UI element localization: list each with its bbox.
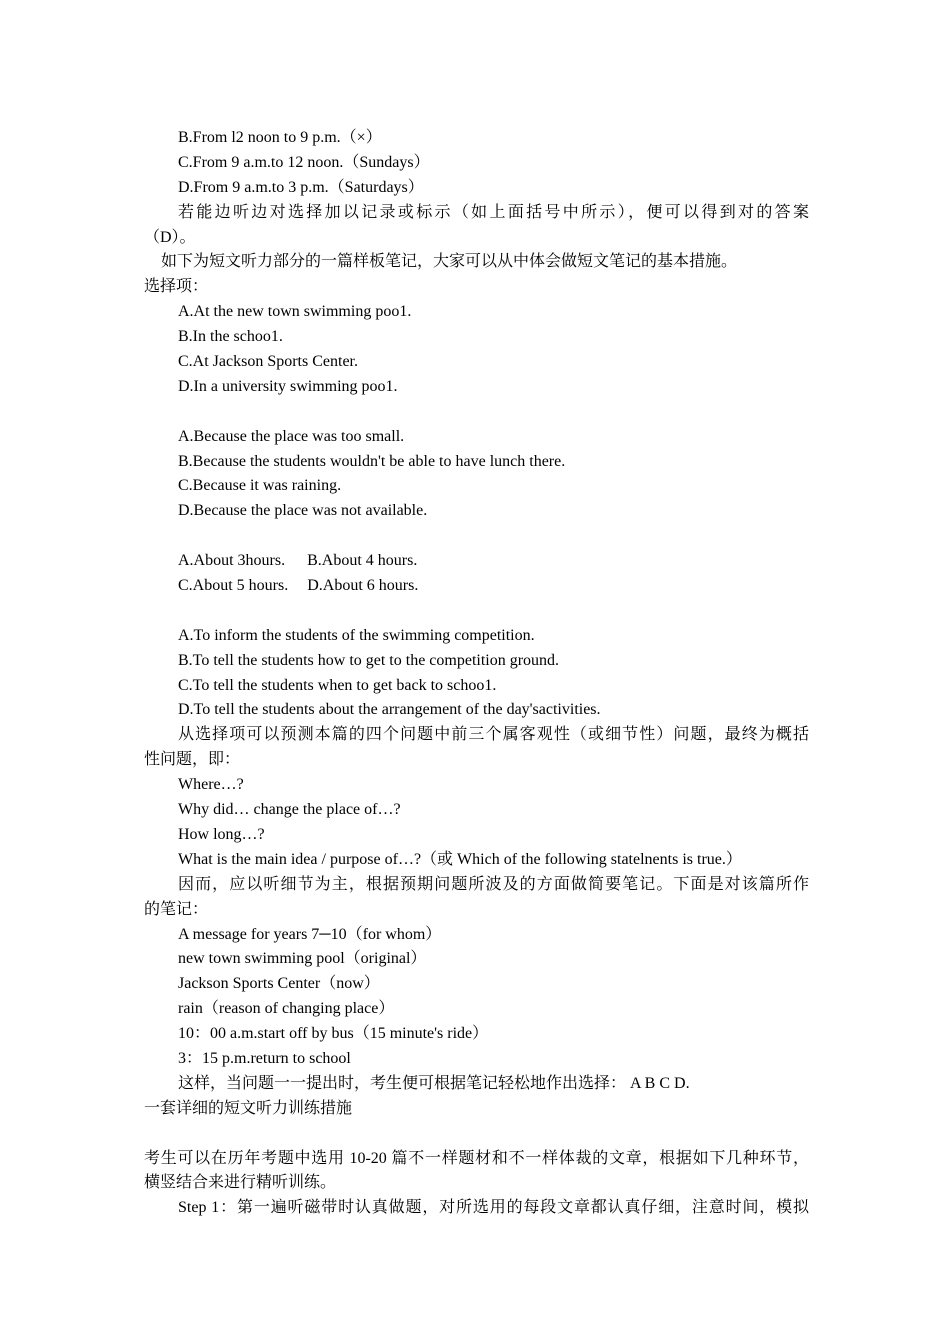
paragraph-line: 横竖结合来进行精听训练。 bbox=[144, 1174, 337, 1192]
option-line: B.To tell the students how to get to the competition ground. bbox=[178, 651, 560, 669]
note-line: 3：15 p.m.return to school bbox=[178, 1049, 351, 1067]
document-body bbox=[144, 126, 809, 1221]
paragraph-line: 的笔记： bbox=[144, 900, 209, 918]
blank-line bbox=[144, 400, 809, 425]
paragraph-line: 性问题，即： bbox=[144, 751, 241, 769]
paragraph-line: 如下为短文听力部分的一篇样板笔记，大家可以从中体会做短文笔记的基本措施。 bbox=[161, 253, 738, 271]
note-line: Jackson Sports Center（now） bbox=[178, 975, 380, 993]
option-d: D.About 6 hours. bbox=[307, 577, 419, 595]
option-line: B.In the schoo1. bbox=[178, 328, 283, 346]
paragraph-line: 这样，当问题一一提出时，考生便可根据笔记轻松地作出选择： A B C D. bbox=[178, 1074, 690, 1092]
option-line: C.To tell the students when to get back to schoo1. bbox=[178, 676, 497, 694]
option-line: D.Because the place was not available. bbox=[178, 502, 428, 520]
option-line: A.Because the place was too small. bbox=[178, 427, 405, 445]
note-line: new town swimming pool（original） bbox=[178, 950, 427, 968]
option-line: B.From l2 noon to 9 p.m.（×） bbox=[178, 129, 382, 146]
section-title: 一套详细的短文听力训练措施 bbox=[144, 1099, 353, 1117]
question-line: Where…? bbox=[178, 776, 244, 794]
options-label: 选择项： bbox=[144, 278, 209, 296]
option-a: A.About 3hours. bbox=[178, 552, 286, 570]
option-line: B.Because the students wouldn't be able to have lunch there. bbox=[178, 452, 566, 470]
paragraph-line: 考生可以在历年考题中选用 10-20 篇不一样题材和不一样体裁的文章，根据如下几种环节， bbox=[144, 1149, 809, 1167]
option-row bbox=[144, 549, 809, 574]
question-line: How long…? bbox=[178, 825, 265, 843]
blank-line bbox=[144, 599, 809, 624]
paragraph-line: 因而，应以听细节为主，根据预期问题所波及的方面做简要笔记。下面是对该篇所作 bbox=[178, 875, 809, 893]
option-row bbox=[144, 574, 809, 599]
option-line: D.In a university swimming poo1. bbox=[178, 377, 398, 395]
paragraph-line: （D）。 bbox=[144, 228, 196, 246]
option-line: C.Because it was raining. bbox=[178, 477, 342, 495]
option-line: A.At the new town swimming poo1. bbox=[178, 303, 412, 321]
question-line: Why did… change the place of…? bbox=[178, 801, 401, 819]
blank-line bbox=[144, 524, 809, 549]
note-line: 10：00 a.m.start off by bus（15 minute's ride） bbox=[178, 1025, 489, 1043]
note-line: rain（reason of changing place） bbox=[178, 1000, 395, 1018]
option-line: C.At Jackson Sports Center. bbox=[178, 353, 358, 371]
question-line: What is the main idea / purpose of…?（或 Which of the following statelnents is true.） bbox=[178, 850, 742, 868]
option-line: A.To inform the students of the swimming competition. bbox=[178, 626, 535, 644]
paragraph-line: Step 1：第一遍听磁带时认真做题，对所选用的每段文章都认真仔细，注意时间，模拟 bbox=[178, 1199, 809, 1217]
option-c: C.About 5 hours. bbox=[178, 577, 289, 595]
option-line: D.To tell the students about the arrangement of the day'sactivities. bbox=[178, 701, 601, 719]
note-line: A message for years 7─10（for whom） bbox=[178, 925, 442, 943]
option-line: C.From 9 a.m.to 12 noon.（Sundays） bbox=[178, 153, 430, 171]
blank-line bbox=[144, 1122, 809, 1147]
paragraph-line: 从选择项可以预测本篇的四个问题中前三个属客观性（或细节性）问题，最终为概括 bbox=[178, 726, 809, 744]
option-line: D.From 9 a.m.to 3 p.m.（Saturdays） bbox=[178, 178, 424, 196]
paragraph-line: 若能边听边对选择加以记录或标示（如上面括号中所示），便可以得到对的答案 bbox=[178, 203, 809, 221]
option-b: B.About 4 hours. bbox=[307, 552, 418, 570]
